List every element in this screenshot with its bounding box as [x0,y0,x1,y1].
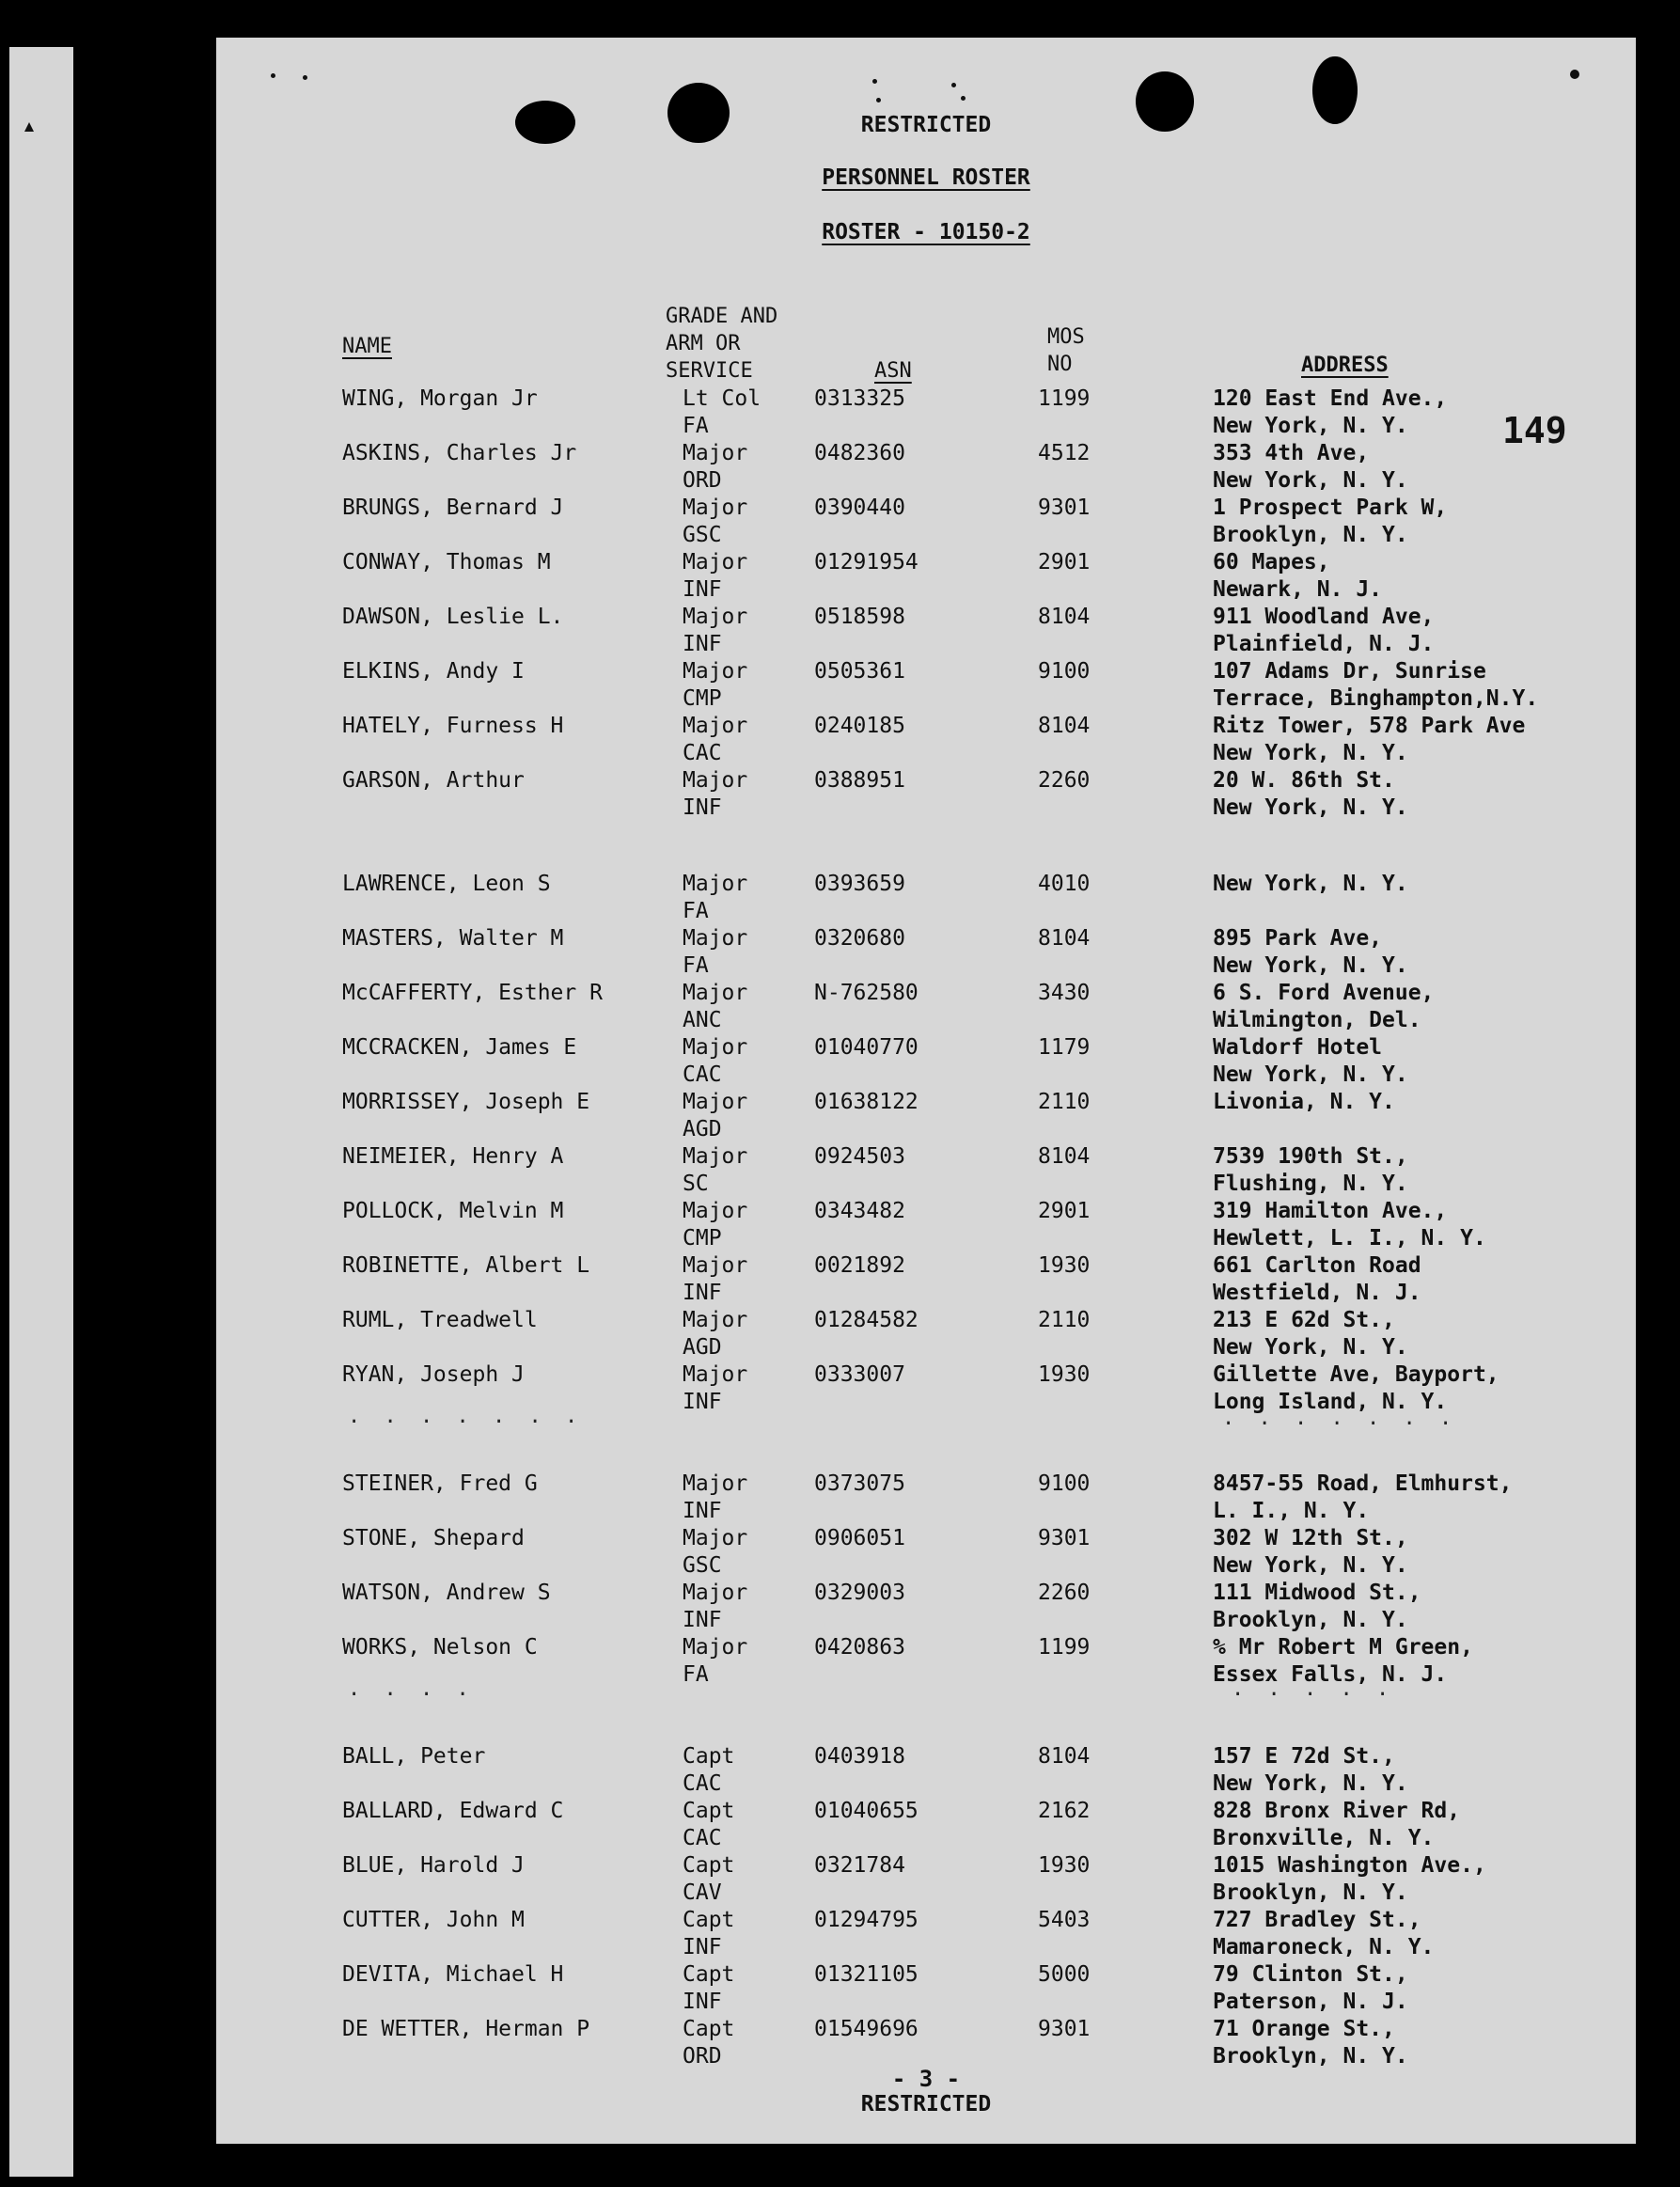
roster-address-line-1: 661 Carlton Road [1213,1253,1421,1278]
roster-address-line-1: 302 W 12th St., [1213,1526,1408,1550]
roster-address-line-1: Waldorf Hotel [1213,1035,1383,1060]
roster-branch: FA [683,414,709,438]
roster-grade: Capt [683,1799,735,1823]
table-row [216,713,1636,767]
table-row [216,925,1636,980]
table-row [216,1634,1636,1689]
roster-grade: Major [683,441,748,465]
roster-address-line-1: 79 Clinton St., [1213,1962,1408,1987]
speck-icon [876,98,881,102]
roster-name: BRUNGS, Bernard J [342,496,564,520]
roster-mos: 2901 [1038,1199,1091,1223]
classification-header: RESTRICTED [860,113,992,137]
table-row [216,658,1636,713]
roster-branch: INF [683,1390,722,1414]
roster-mos: 5000 [1038,1962,1091,1987]
roster-branch: CAC [683,1062,722,1087]
roster-address-line-1: New York, N. Y. [1213,872,1408,896]
roster-branch: FA [683,899,709,923]
roster-mos: 2260 [1038,1581,1091,1605]
roster-address-line-2: Terrace, Binghampton,N.Y. [1213,686,1539,711]
roster-mos: 9100 [1038,659,1091,684]
roster-branch: CAC [683,741,722,765]
roster-asn: N-762580 [814,981,919,1005]
roster-grade: Major [683,1199,748,1223]
table-row [216,495,1636,549]
roster-branch: INF [683,1935,722,1959]
roster-branch: GSC [683,523,722,547]
roster-branch: INF [683,1281,722,1305]
roster-address-line-2: Wilmington, Del. [1213,1008,1421,1032]
roster-address-line-1: 7539 190th St., [1213,1144,1408,1169]
roster-branch: INF [683,577,722,602]
roster-asn: 01284582 [814,1308,919,1332]
roster-address-line-2: New York, N. Y. [1213,741,1408,765]
roster-address-line-2: New York, N. Y. [1213,795,1408,820]
roster-address-line-2: Brooklyn, N. Y. [1213,2044,1408,2069]
classification-footer: RESTRICTED [860,2092,992,2116]
roster-asn: 0505361 [814,659,905,684]
document-page [216,38,1636,2144]
roster-grade: Major [683,1090,748,1114]
roster-mos: 8104 [1038,605,1091,629]
roster-grade: Major [683,550,748,574]
roster-asn: 01321105 [814,1962,919,1987]
table-row [216,980,1636,1034]
roster-branch: ANC [683,1008,722,1032]
roster-name: CONWAY, Thomas M [342,550,551,574]
table-row [216,385,1636,440]
roster-mos: 3430 [1038,981,1091,1005]
roster-grade: Major [683,926,748,951]
table-row [216,1307,1636,1361]
speck-icon [271,73,275,78]
roster-address-line-1: 353 4th Ave, [1213,441,1370,465]
table-row [216,871,1636,925]
roster-address-line-2: Westfield, N. J. [1213,1281,1421,1305]
roster-grade: Major [683,1635,748,1660]
table-row [216,1471,1636,1525]
roster-grade: Capt [683,1962,735,1987]
roster-address-line-1: Gillette Ave, Bayport, [1213,1362,1499,1387]
table-row [216,1852,1636,1907]
roster-grade: Major [683,981,748,1005]
column-header-grade: GRADE AND ARM OR SERVICE [666,305,778,383]
table-row [216,1198,1636,1252]
roster-address-line-1: 111 Midwood St., [1213,1581,1421,1605]
roster-branch: CAC [683,1771,722,1796]
table-row [216,1034,1636,1089]
table-row [216,604,1636,658]
faded-line: · · · · · · · [348,1410,584,1434]
roster-asn: 0403918 [814,1744,905,1769]
table-row [216,440,1636,495]
roster-mos: 9301 [1038,496,1091,520]
roster-mos: 2162 [1038,1799,1091,1823]
adjacent-page-strip [9,47,73,2177]
roster-address-line-2: New York, N. Y. [1213,1335,1408,1360]
roster-address-line-1: 6 S. Ford Avenue, [1213,981,1435,1005]
roster-address-line-2: Hewlett, L. I., N. Y. [1213,1226,1486,1251]
roster-mos: 9301 [1038,1526,1091,1550]
roster-asn: 01638122 [814,1090,919,1114]
roster-address-line-2: Mamaroneck, N. Y. [1213,1935,1435,1959]
speck-icon [872,79,877,84]
roster-name: POLLOCK, Melvin M [342,1199,564,1223]
roster-asn: 01291954 [814,550,919,574]
roster-mos: 1179 [1038,1035,1091,1060]
roster-name: WORKS, Nelson C [342,1635,538,1660]
roster-address-line-1: 1 Prospect Park W, [1213,496,1448,520]
roster-asn: 0240185 [814,714,905,738]
roster-asn: 0329003 [814,1581,905,1605]
roster-grade: Major [683,659,748,684]
roster-asn: 0343482 [814,1199,905,1223]
roster-address-line-1: 120 East End Ave., [1213,386,1448,411]
roster-branch: CMP [683,1226,722,1251]
roster-address-line-1: 71 Orange St., [1213,2017,1395,2041]
roster-name: HATELY, Furness H [342,714,564,738]
roster-address-line-2: New York, N. Y. [1213,1771,1408,1796]
roster-branch: ORD [683,468,722,493]
roster-name: ASKINS, Charles Jr [342,441,577,465]
roster-grade: Capt [683,1744,735,1769]
roster-grade: Lt Col [683,386,761,411]
table-row [216,2016,1636,2070]
column-header-mos: MOS NO [1047,325,1085,376]
roster-name: RYAN, Joseph J [342,1362,525,1387]
document-title: PERSONNEL ROSTER [822,165,1030,190]
roster-name: ELKINS, Andy I [342,659,525,684]
roster-mos: 2110 [1038,1090,1091,1114]
roster-mos: 8104 [1038,1144,1091,1169]
roster-name: STONE, Shepard [342,1526,525,1550]
roster-address-line-1: 157 E 72d St., [1213,1744,1395,1769]
table-row [216,1907,1636,1961]
roster-mos: 8104 [1038,714,1091,738]
table-row [216,1361,1636,1416]
roster-address-line-1: 1015 Washington Ave., [1213,1853,1486,1878]
roster-address-line-1: 727 Bradley St., [1213,1908,1421,1932]
table-row [216,1525,1636,1580]
roster-branch: CAC [683,1826,722,1850]
roster-asn: 0388951 [814,768,905,793]
roster-branch: INF [683,632,722,656]
roster-address-line-2: Bronxville, N. Y. [1213,1826,1435,1850]
roster-name: MORRISSEY, Joseph E [342,1090,590,1114]
roster-address-line-2: New York, N. Y. [1213,953,1408,978]
roster-name: DE WETTER, Herman P [342,2017,590,2041]
roster-address-line-1: 319 Hamilton Ave., [1213,1199,1448,1223]
speck-icon [961,96,966,101]
roster-name: BLUE, Harold J [342,1853,525,1878]
roster-mos: 4010 [1038,872,1091,896]
speck-icon [1570,70,1579,79]
roster-mos: 8104 [1038,1744,1091,1769]
roster-asn: 0518598 [814,605,905,629]
roster-address-line-1: 895 Park Ave, [1213,926,1383,951]
roster-grade: Major [683,714,748,738]
roster-mos: 2260 [1038,768,1091,793]
faded-line: · · · · · · · [1222,1412,1458,1436]
table-row [216,1089,1636,1143]
table-row [216,1961,1636,2016]
roster-name: BALLARD, Edward C [342,1799,564,1823]
roster-grade: Major [683,1253,748,1278]
roster-number: ROSTER - 10150-2 [822,220,1030,244]
roster-address-line-1: 213 E 62d St., [1213,1308,1395,1332]
roster-grade: Major [683,496,748,520]
roster-name: CUTTER, John M [342,1908,525,1932]
roster-branch: FA [683,953,709,978]
roster-mos: 1930 [1038,1253,1091,1278]
roster-address-line-1: 911 Woodland Ave, [1213,605,1435,629]
roster-mos: 1199 [1038,386,1091,411]
roster-mos: 2110 [1038,1308,1091,1332]
roster-asn: 0906051 [814,1526,905,1550]
roster-branch: ORD [683,2044,722,2069]
roster-address-line-2: Newark, N. J. [1213,577,1383,602]
roster-grade: Major [683,1035,748,1060]
roster-grade: Major [683,1581,748,1605]
roster-name: WING, Morgan Jr [342,386,538,411]
roster-name: WATSON, Andrew S [342,1581,551,1605]
roster-grade: Major [683,1362,748,1387]
roster-asn: 0420863 [814,1635,905,1660]
roster-branch: INF [683,1990,722,2014]
roster-asn: 0320680 [814,926,905,951]
speck-icon [303,75,307,80]
roster-mos: 9100 [1038,1471,1091,1496]
roster-name: BALL, Peter [342,1744,486,1769]
roster-grade: Capt [683,2017,735,2041]
page-number: - 3 - [891,2066,961,2092]
roster-name: MCCRACKEN, James E [342,1035,577,1060]
roster-grade: Capt [683,1853,735,1878]
roster-address-line-1: 828 Bronx River Rd, [1213,1799,1461,1823]
roster-address-line-2: Paterson, N. J. [1213,1990,1408,2014]
roster-address-line-2: L. I., N. Y. [1213,1499,1370,1523]
roster-asn: 0924503 [814,1144,905,1169]
roster-address-line-2: Plainfield, N. J. [1213,632,1435,656]
roster-name: MASTERS, Walter M [342,926,564,951]
table-row [216,1252,1636,1307]
roster-asn: 01549696 [814,2017,919,2041]
roster-name: LAWRENCE, Leon S [342,872,551,896]
roster-address-line-1: 8457-55 Road, Elmhurst, [1213,1471,1513,1496]
speck-icon [951,83,956,87]
roster-address-line-2: Brooklyn, N. Y. [1213,1880,1408,1905]
roster-address-line-1: 60 Mapes, [1213,550,1330,574]
roster-address-line-1: Ritz Tower, 578 Park Ave [1213,714,1526,738]
table-row [216,1143,1636,1198]
roster-grade: Major [683,605,748,629]
roster-mos: 8104 [1038,926,1091,951]
roster-address-line-1: 107 Adams Dr, Sunrise [1213,659,1486,684]
roster-grade: Major [683,1526,748,1550]
triangle-mark-icon [24,122,34,132]
table-row [216,1580,1636,1634]
page-stamp: 149 [1502,410,1567,451]
roster-asn: 0321784 [814,1853,905,1878]
table-row [216,1743,1636,1798]
roster-branch: SC [683,1172,709,1196]
faded-line: · · · · [348,1683,475,1707]
roster-address-line-2: New York, N. Y. [1213,1553,1408,1578]
roster-branch: CAV [683,1880,722,1905]
roster-asn: 0333007 [814,1362,905,1387]
roster-name: McCAFFERTY, Esther R [342,981,603,1005]
column-header-name: NAME [342,335,392,358]
table-row [216,1798,1636,1852]
roster-branch: INF [683,1499,722,1523]
roster-branch: CMP [683,686,722,711]
roster-name: STEINER, Fred G [342,1471,538,1496]
table-row [216,549,1636,604]
roster-mos: 4512 [1038,441,1091,465]
roster-asn: 0482360 [814,441,905,465]
roster-address-line-2: Brooklyn, N. Y. [1213,1608,1408,1632]
roster-name: GARSON, Arthur [342,768,525,793]
roster-address-line-2: New York, N. Y. [1213,468,1408,493]
roster-branch: AGD [683,1117,722,1141]
roster-address-line-2: Flushing, N. Y. [1213,1172,1408,1196]
roster-address-line-1: % Mr Robert M Green, [1213,1635,1473,1660]
column-header-asn: ASN [874,359,912,383]
roster-branch: GSC [683,1553,722,1578]
roster-grade: Major [683,872,748,896]
roster-name: RUML, Treadwell [342,1308,538,1332]
roster-address-line-1: 20 W. 86th St. [1213,768,1395,793]
roster-address-line-2: Long Island, N. Y. [1213,1390,1448,1414]
roster-asn: 01040770 [814,1035,919,1060]
roster-name: DAWSON, Leslie L. [342,605,564,629]
roster-grade: Capt [683,1908,735,1932]
roster-asn: 01040655 [814,1799,919,1823]
roster-mos: 2901 [1038,550,1091,574]
roster-mos: 1930 [1038,1853,1091,1878]
roster-mos: 9301 [1038,2017,1091,2041]
faded-line: · · · · · [1232,1683,1395,1707]
roster-address-line-2: New York, N. Y. [1213,1062,1408,1087]
roster-mos: 5403 [1038,1908,1091,1932]
roster-address-line-2: Brooklyn, N. Y. [1213,523,1408,547]
roster-mos: 1930 [1038,1362,1091,1387]
roster-asn: 0313325 [814,386,905,411]
roster-asn: 0373075 [814,1471,905,1496]
roster-branch: AGD [683,1335,722,1360]
roster-asn: 0390440 [814,496,905,520]
roster-grade: Major [683,1471,748,1496]
roster-branch: INF [683,1608,722,1632]
table-row [216,767,1636,822]
roster-asn: 0021892 [814,1253,905,1278]
roster-grade: Major [683,1308,748,1332]
roster-mos: 1199 [1038,1635,1091,1660]
roster-name: DEVITA, Michael H [342,1962,564,1987]
roster-name: NEIMEIER, Henry A [342,1144,564,1169]
column-header-address: ADDRESS [1301,354,1389,377]
roster-asn: 0393659 [814,872,905,896]
roster-name: ROBINETTE, Albert L [342,1253,590,1278]
roster-address-line-2: Essex Falls, N. J. [1213,1662,1448,1687]
roster-branch: FA [683,1662,709,1687]
roster-address-line-2: New York, N. Y. [1213,414,1408,438]
roster-grade: Major [683,768,748,793]
roster-branch: INF [683,795,722,820]
roster-address-line-1: Livonia, N. Y. [1213,1090,1395,1114]
roster-grade: Major [683,1144,748,1169]
roster-asn: 01294795 [814,1908,919,1932]
